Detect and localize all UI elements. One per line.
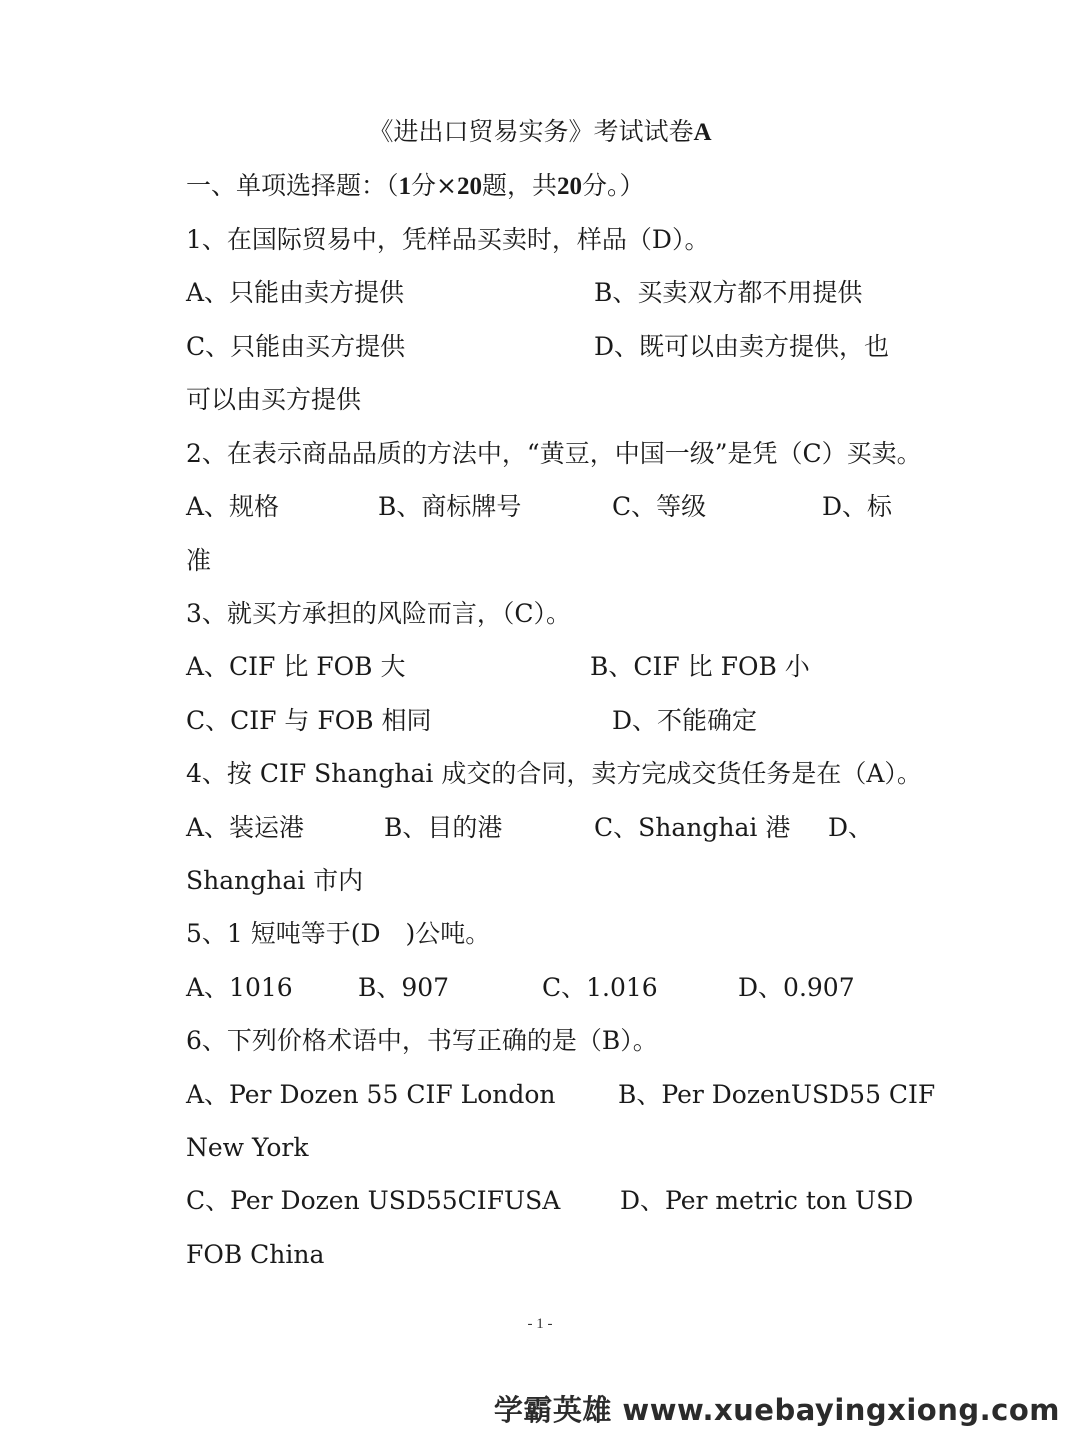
question-2-option-d: D、标 (822, 492, 893, 521)
question-1-option-d: D、既可以由卖方提供，也 (594, 332, 890, 361)
question-2-option-c: C、等级 (612, 492, 707, 521)
question-5-option-d: D、0.907 (738, 973, 855, 1002)
question-1-stem: 1、在国际贸易中，凭样品买卖时，样品（D）。 (186, 225, 710, 254)
question-3-option-c: C、CIF 与 FOB 相同 (186, 706, 432, 735)
section-heading (186, 166, 645, 207)
question-6-option-a: A、Per Dozen 55 CIF London (186, 1080, 556, 1109)
section-prefix: 一、单项选择题：（ (186, 171, 399, 200)
question-6-option-b: B、Per DozenUSD55 CIF (618, 1080, 936, 1109)
question-5-option-a: A、1016 (186, 973, 293, 1002)
question-4-option-b: B、目的港 (384, 813, 503, 842)
question-2-option-d-continuation: 准 (186, 546, 212, 575)
question-6-option-c: C、Per Dozen USD55CIFUSA (186, 1186, 561, 1215)
question-6-option-b-continuation: New York (186, 1133, 309, 1162)
page-number: - 1 - (527, 1316, 553, 1332)
question-1-option-c: C、只能由买方提供 (186, 332, 406, 361)
section-question-count: 20 (456, 173, 482, 200)
exam-title-suffix: A (693, 119, 712, 146)
exam-title (0, 112, 1080, 153)
section-total: 20 (556, 173, 582, 200)
question-4-option-d-continuation: Shanghai 市内 (186, 866, 364, 895)
question-4-stem: 4、按 CIF Shanghai 成交的合同，卖方完成交货任务是在（A）。 (186, 759, 922, 788)
question-1-option-d-continuation: 可以由买方提供 (186, 385, 362, 414)
site-watermark: 学霸英雄 www.xuebayingxiong.com (493, 1393, 1060, 1427)
question-5-stem: 5、1 短吨等于(D )公吨。 (186, 919, 491, 948)
question-3-option-b: B、CIF 比 FOB 小 (590, 652, 810, 681)
question-4-option-d: D、 (828, 813, 874, 842)
question-5-option-c: C、1.016 (542, 973, 658, 1002)
exam-title-main: 《进出口贸易实务》考试试卷 (368, 117, 694, 146)
question-3-option-d: D、不能确定 (612, 706, 758, 735)
question-3-option-a: A、CIF 比 FOB 大 (186, 652, 406, 681)
question-2-option-a: A、规格 (186, 492, 280, 521)
question-1-option-b: B、买卖双方都不用提供 (594, 278, 863, 307)
question-4-option-c: C、Shanghai 港 (594, 813, 791, 842)
question-1-option-a: A、只能由卖方提供 (186, 278, 405, 307)
question-5-option-b: B、907 (358, 973, 450, 1002)
question-2-option-b: B、商标牌号 (378, 492, 522, 521)
question-2-stem: 2、在表示商品品质的方法中，“黄豆，中国一级”是凭（C）买卖。 (186, 439, 922, 468)
section-mid-1: 分× (411, 171, 457, 200)
section-mid-2: 题，共 (481, 171, 557, 200)
question-6-option-d-continuation: FOB China (186, 1240, 325, 1269)
question-4-option-a: A、装运港 (186, 813, 305, 842)
question-3-stem: 3、就买方承担的风险而言，（C）。 (186, 599, 572, 628)
question-6-option-d: D、Per metric ton USD (620, 1186, 914, 1215)
section-suffix: 分。） (581, 171, 645, 200)
section-score-per: 1 (398, 173, 412, 200)
question-6-stem: 6、下列价格术语中，书写正确的是（B）。 (186, 1026, 658, 1055)
